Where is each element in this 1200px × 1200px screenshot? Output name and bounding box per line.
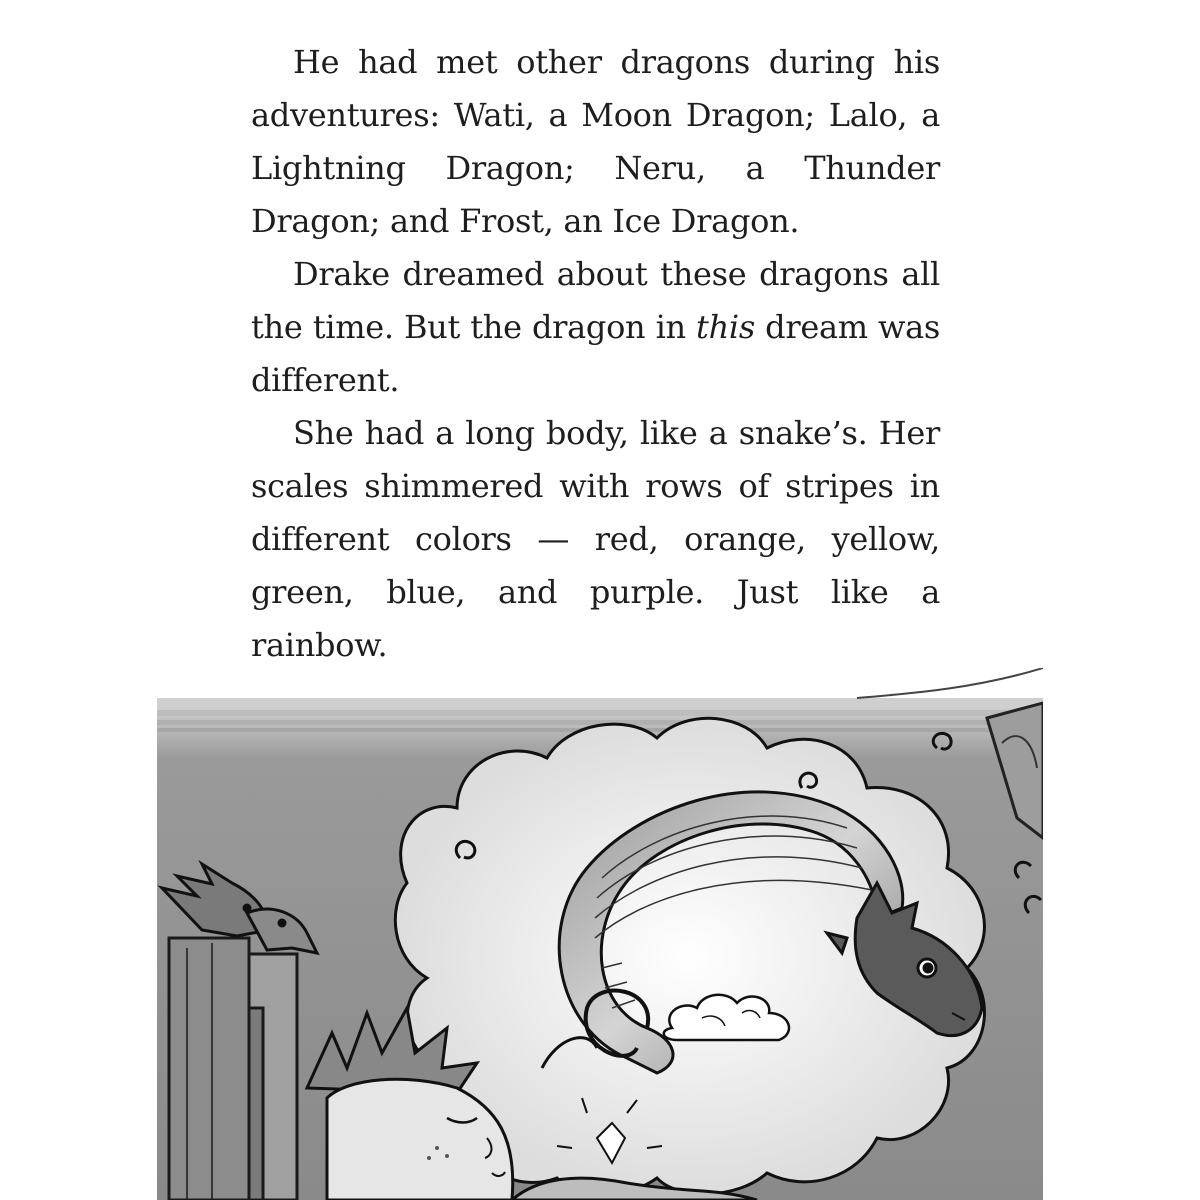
story-text [251,36,940,672]
paragraph-2-before: Drake dreamed about these dragons all the time. But the dragon in [251,255,940,346]
paragraph-2-emphasis: this [696,308,755,346]
paragraph-2 [251,248,940,407]
paragraph-1: He had met other dragons during his adventures: Wati, a Moon Dragon; Lalo, a Lightning Dragon; Neru, a Thunder Dragon; and Frost, an Ice Dragon. [251,43,940,240]
dream-illustration [157,668,1043,1200]
paragraph-2-after: dream was different. [251,308,940,399]
paragraph-3: She had a long body, like a snake’s. Her scales shimmered with rows of stripes in different colors — red, orange, yellow, green, blue, and purple. Just like a rainbow. [251,414,940,664]
bedpost [169,938,297,1200]
